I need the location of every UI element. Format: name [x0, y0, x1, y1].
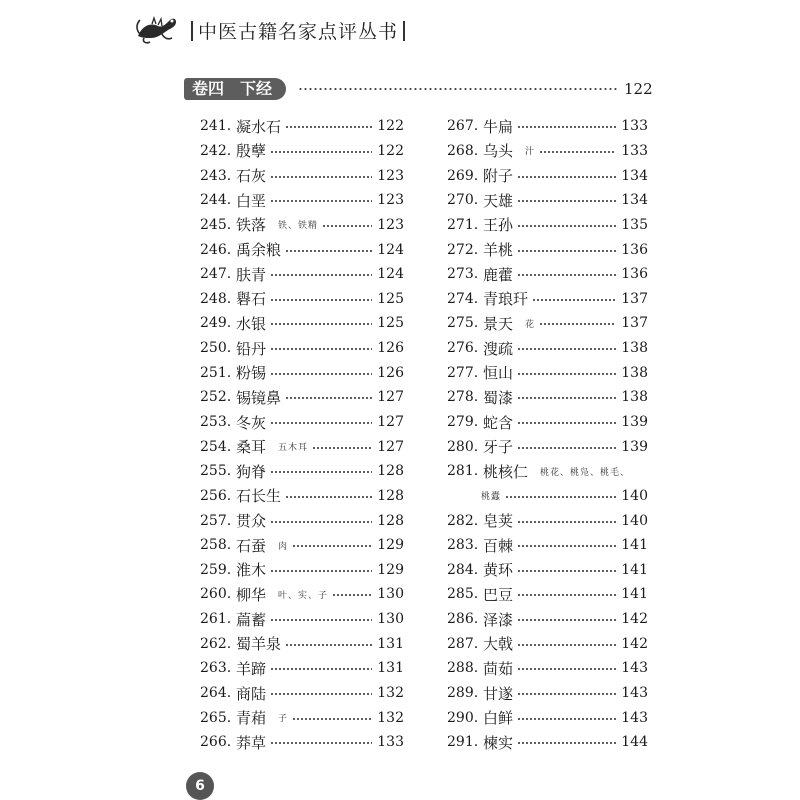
entry-number: 258. [200, 537, 232, 554]
toc-entry [200, 705, 404, 730]
dot-leader [270, 296, 372, 302]
entry-name: 溲疏 [483, 339, 514, 358]
entry-page-number: 136 [621, 241, 648, 258]
entry-number: 263. [200, 660, 232, 677]
entry-note: 肉 [278, 541, 289, 552]
toc-entry [200, 114, 404, 139]
entry-name: 粉锡 [236, 364, 267, 383]
entry-name: 水银 [236, 314, 267, 333]
entry-number: 268. [447, 142, 479, 159]
entry-name: 肤青 [236, 265, 267, 284]
entry-number: 273. [447, 266, 479, 283]
entry-page-number: 141 [621, 537, 648, 554]
dot-leader [270, 197, 372, 203]
entry-name: 蜀羊泉 [236, 635, 282, 654]
toc-entry [447, 607, 648, 632]
entry-page-number: 128 [377, 512, 404, 529]
dot-leader [517, 123, 616, 129]
toc-entry [447, 558, 648, 583]
dot-leader [517, 641, 616, 647]
toc-entry [447, 730, 648, 755]
entry-number: 251. [200, 364, 232, 381]
entry-page-number: 134 [621, 192, 648, 209]
toc-entry [447, 410, 648, 435]
entry-name: 狗脊 [236, 462, 267, 481]
dot-leader [517, 616, 616, 622]
entry-page-number: 143 [621, 709, 648, 726]
series-title-text: 中医古籍名家点评丛书 [198, 21, 399, 43]
entry-page-number: 128 [377, 463, 404, 480]
entry-number: 276. [447, 340, 479, 357]
entry-page-number: 129 [377, 537, 404, 554]
toc-entry [200, 533, 404, 558]
entry-number: 277. [447, 364, 479, 381]
entry-name: 巴豆 [483, 585, 514, 604]
entry-name: 鹿藿 [483, 265, 514, 284]
dot-leader [539, 148, 616, 154]
entry-page-number: 125 [377, 315, 404, 332]
entry-page-number: 131 [377, 635, 404, 652]
toc-entry [200, 213, 404, 238]
toc-entry [200, 681, 404, 706]
toc-entry [447, 385, 648, 410]
entry-page-number: 138 [621, 389, 648, 406]
entry-name: 甘遂 [483, 684, 514, 703]
dot-leader [517, 419, 616, 425]
entry-name: 石灰 [236, 167, 267, 186]
toc-entry [447, 311, 648, 336]
toc-entry [200, 730, 404, 755]
entry-name: 牛扁 [483, 117, 514, 136]
entry-page-number: 124 [377, 241, 404, 258]
entry-number: 256. [200, 487, 232, 504]
toc-entry [200, 188, 404, 213]
toc-entry [200, 385, 404, 410]
entry-page-number: 122 [377, 142, 404, 159]
entry-name: 羊蹄 [236, 659, 267, 678]
entry-name: 泽漆 [483, 610, 514, 629]
entry-page-number: 143 [621, 685, 648, 702]
toc-entry [200, 311, 404, 336]
entry-page-number: 137 [621, 315, 648, 332]
entry-page-number: 142 [621, 635, 648, 652]
entry-page-number: 139 [621, 414, 648, 430]
entry-page-number: 135 [621, 216, 648, 233]
entry-page-number: 141 [621, 561, 648, 578]
entry-number: 257. [200, 512, 232, 529]
dot-leader [517, 715, 616, 721]
entry-page-number: 139 [621, 438, 648, 455]
entry-number: 282. [447, 512, 479, 529]
entry-page-number: 123 [377, 192, 404, 209]
toc-entry [200, 410, 404, 435]
entry-name: 商陆 [236, 684, 267, 703]
entry-number: 246. [200, 241, 232, 258]
toc-entry [200, 360, 404, 385]
entry-number: 267. [447, 118, 479, 135]
dot-leader [270, 173, 372, 179]
entry-number: 283. [447, 537, 479, 554]
entry-page-number: 130 [377, 586, 404, 603]
dot-leader [285, 394, 372, 400]
dot-leader [517, 542, 616, 548]
dot-leader [539, 320, 616, 326]
entry-number: 288. [447, 660, 479, 677]
entry-number: 286. [447, 611, 479, 628]
entry-page-number: 136 [621, 266, 648, 283]
entry-page-number: 131 [377, 660, 404, 677]
entry-number: 285. [447, 586, 479, 603]
entry-page-number: 134 [621, 167, 648, 184]
entry-note: 花 [525, 319, 536, 330]
dot-leader [285, 247, 372, 253]
toc-entry [200, 508, 404, 533]
toc-entry [447, 262, 648, 287]
entry-number: 262. [200, 635, 232, 652]
toc-entry [447, 188, 648, 213]
dot-leader [270, 739, 372, 745]
entry-number: 281. [447, 463, 479, 480]
entry-page-number: 140 [621, 487, 648, 504]
entry-number: 291. [447, 734, 479, 751]
dot-leader [270, 419, 372, 425]
toc-entry [200, 434, 404, 459]
entry-page-number: 132 [377, 709, 404, 726]
entry-note: 子 [278, 714, 289, 725]
toc-entry [447, 484, 648, 509]
entry-name: 锡镜鼻 [236, 388, 282, 407]
toc-entry [447, 163, 648, 188]
dot-leader [270, 370, 372, 376]
entry-page-number: 130 [377, 611, 404, 628]
entry-name: 大戟 [483, 635, 514, 654]
dot-leader [270, 345, 372, 351]
toc-entry [200, 631, 404, 656]
toc-entry [200, 262, 404, 287]
dot-leader [517, 591, 616, 597]
toc-entry [200, 286, 404, 311]
entry-number: 252. [200, 389, 232, 406]
entry-number: 269. [447, 167, 479, 184]
dot-leader [517, 271, 616, 277]
entry-page-number: 127 [377, 438, 404, 455]
entry-number: 247. [200, 266, 232, 283]
dot-leader [270, 616, 372, 622]
toc-entry [447, 213, 648, 238]
dot-leader [270, 665, 372, 671]
entry-note: 铁、铁精 [278, 221, 319, 232]
dot-leader [517, 690, 616, 696]
section-label [184, 78, 286, 100]
entry-name: 景天 [483, 314, 514, 333]
entry-name: 天雄 [483, 191, 514, 210]
entry-page-number: 128 [377, 487, 404, 504]
entry-name: 礜石 [236, 290, 267, 309]
section-heading [184, 78, 653, 100]
entry-page-number: 138 [621, 364, 648, 381]
entry-page-number: 142 [621, 611, 648, 628]
entry-name: 铅丹 [236, 339, 267, 358]
toc-column-left [200, 114, 404, 755]
volume-label: 卷四 [192, 79, 225, 98]
entry-number: 274. [447, 290, 479, 307]
entry-name: 茴茹 [483, 659, 514, 678]
entry-name: 淮木 [236, 561, 267, 580]
entry-name: 牙子 [483, 438, 514, 457]
toc-entry [447, 533, 648, 558]
dot-leader [332, 591, 372, 597]
entry-note: 叶、实、子 [278, 590, 329, 601]
entry-page-number: 141 [621, 586, 648, 603]
entry-name: 白鲜 [483, 709, 514, 728]
entry-page-number: 132 [377, 685, 404, 702]
entry-note: 汁 [525, 147, 536, 158]
entry-page-number: 133 [377, 734, 404, 751]
entry-name: 桃核仁 [483, 462, 529, 481]
dot-leader [312, 444, 372, 450]
toc-entry [447, 237, 648, 262]
toc-entry [447, 631, 648, 656]
toc-entry [447, 139, 648, 164]
entry-number: 261. [200, 611, 232, 628]
divider [403, 21, 405, 41]
entry-page-number: 140 [621, 512, 648, 529]
dot-leader [285, 123, 372, 129]
dot-leader [505, 493, 616, 499]
dot-leader [517, 739, 616, 745]
toc-entry [200, 459, 404, 484]
entry-name: 冬灰 [236, 413, 267, 432]
dot-leader [322, 222, 372, 228]
page-number-badge: 6 [186, 772, 214, 800]
dot-leader [298, 86, 618, 92]
entry-page-number: 133 [621, 118, 648, 135]
entry-number: 289. [447, 685, 479, 702]
dot-leader [517, 518, 616, 524]
dot-leader [270, 567, 372, 573]
entry-number: 250. [200, 340, 232, 357]
entry-number: 266. [200, 734, 232, 751]
toc-entry [447, 286, 648, 311]
dot-leader [517, 173, 616, 179]
entry-name: 羊桃 [483, 241, 514, 260]
entry-number: 275. [447, 315, 479, 332]
toc-entry [200, 484, 404, 509]
dot-leader [270, 271, 372, 277]
entry-number: 260. [200, 586, 232, 603]
entry-name: 王孙 [483, 216, 514, 235]
entry-name: 黄环 [483, 561, 514, 580]
entry-number: 241. [200, 118, 232, 135]
dot-leader [270, 148, 372, 154]
toc-entry [200, 558, 404, 583]
entry-name: 萹蓄 [236, 610, 267, 629]
entry-note: 五木耳 [278, 443, 309, 454]
entry-name: 青琅玕 [483, 290, 529, 309]
dot-leader [517, 345, 616, 351]
entry-number: 270. [447, 192, 479, 209]
toc-entry [447, 336, 648, 361]
dot-leader [270, 320, 372, 326]
dot-leader [517, 444, 616, 450]
entry-page-number: 126 [377, 340, 404, 357]
entry-page-number: 137 [621, 290, 648, 307]
entry-number: 279. [447, 414, 479, 430]
series-title [186, 17, 410, 44]
toc-entry [447, 360, 648, 385]
toc-entry [200, 582, 404, 607]
entry-page-number: 125 [377, 290, 404, 307]
entry-page-number: 133 [621, 142, 648, 159]
entry-name: 白垩 [236, 191, 267, 210]
toc-entry [447, 459, 648, 484]
entry-page-number: 123 [377, 216, 404, 233]
toc-entry [200, 139, 404, 164]
toc-entry [200, 607, 404, 632]
entry-page-number: 144 [621, 734, 648, 751]
entry-note: 桃花、桃凫、桃毛、 [540, 467, 631, 478]
dot-leader [517, 665, 616, 671]
entry-name: 恒山 [483, 364, 514, 383]
toc-entry [200, 656, 404, 681]
entry-number: 242. [200, 142, 232, 159]
entry-number: 287. [447, 635, 479, 652]
dot-leader [517, 222, 616, 228]
entry-name: 柳华 [236, 585, 267, 604]
entry-number: 272. [447, 241, 479, 258]
entry-number: 245. [200, 216, 232, 233]
toc-entry [200, 237, 404, 262]
entry-number: 280. [447, 438, 479, 455]
entry-name: 楝实 [483, 733, 514, 752]
dot-leader [270, 690, 372, 696]
entry-page-number: 124 [377, 266, 404, 283]
entry-name: 蛇含 [483, 413, 514, 432]
entry-number: 290. [447, 709, 479, 726]
dot-leader [270, 518, 372, 524]
toc-entry [447, 582, 648, 607]
toc-entry [447, 705, 648, 730]
entry-number: 243. [200, 167, 232, 184]
entry-name: 凝水石 [236, 117, 282, 136]
entry-name: 皂荚 [483, 512, 514, 531]
entry-name: 殷孽 [236, 142, 267, 161]
entry-name: 蜀漆 [483, 388, 514, 407]
toc-column-right [447, 114, 648, 755]
dot-leader [292, 715, 372, 721]
entry-name: 乌头 [483, 142, 514, 161]
dot-leader [285, 493, 372, 499]
entry-number: 254. [200, 438, 232, 455]
entry-name: 石蚕 [236, 536, 267, 555]
toc-entry [447, 508, 648, 533]
entry-name: 莽草 [236, 733, 267, 752]
entry-number: 248. [200, 290, 232, 307]
entry-number: 244. [200, 192, 232, 209]
dot-leader [532, 296, 616, 302]
entry-name: 铁落 [236, 216, 267, 235]
dot-leader [517, 197, 616, 203]
dragon-emblem-icon [132, 8, 182, 46]
entry-name: 贯众 [236, 512, 267, 531]
entry-name: 桑耳 [236, 438, 267, 457]
dot-leader [285, 641, 372, 647]
entry-number: 278. [447, 389, 479, 406]
entry-page-number: 129 [377, 561, 404, 578]
entry-number: 265. [200, 709, 232, 726]
dot-leader [517, 247, 616, 253]
entry-page-number: 138 [621, 340, 648, 357]
entry-name: 附子 [483, 167, 514, 186]
entry-name: 百棘 [483, 536, 514, 555]
dot-leader [517, 370, 616, 376]
entry-page-number: 127 [377, 389, 404, 406]
entry-page-number: 126 [377, 364, 404, 381]
entry-name: 青葙 [236, 709, 267, 728]
entry-page-number: 122 [377, 118, 404, 135]
dot-leader [517, 394, 616, 400]
entry-number: 253. [200, 414, 232, 430]
entry-name: 石长生 [236, 487, 282, 506]
entry-page-number: 127 [377, 414, 404, 430]
divider [191, 21, 193, 41]
entry-note: 桃蠹 [481, 492, 502, 503]
toc-entry [447, 434, 648, 459]
section-page-number: 122 [624, 80, 653, 98]
dot-leader [270, 468, 372, 474]
entry-page-number: 123 [377, 167, 404, 184]
toc-entry [447, 681, 648, 706]
entry-number: 255. [200, 463, 232, 480]
toc-entry [447, 114, 648, 139]
entry-number: 271. [447, 216, 479, 233]
entry-name: 禹余粮 [236, 241, 282, 260]
entry-number: 259. [200, 561, 232, 578]
toc-entry [200, 163, 404, 188]
dot-leader [292, 542, 372, 548]
volume-name: 下经 [240, 79, 273, 98]
toc-entry [447, 656, 648, 681]
toc-entry [200, 336, 404, 361]
entry-number: 249. [200, 315, 232, 332]
entry-number: 264. [200, 685, 232, 702]
entry-number: 284. [447, 561, 479, 578]
entry-page-number: 143 [621, 660, 648, 677]
dot-leader [517, 567, 616, 573]
